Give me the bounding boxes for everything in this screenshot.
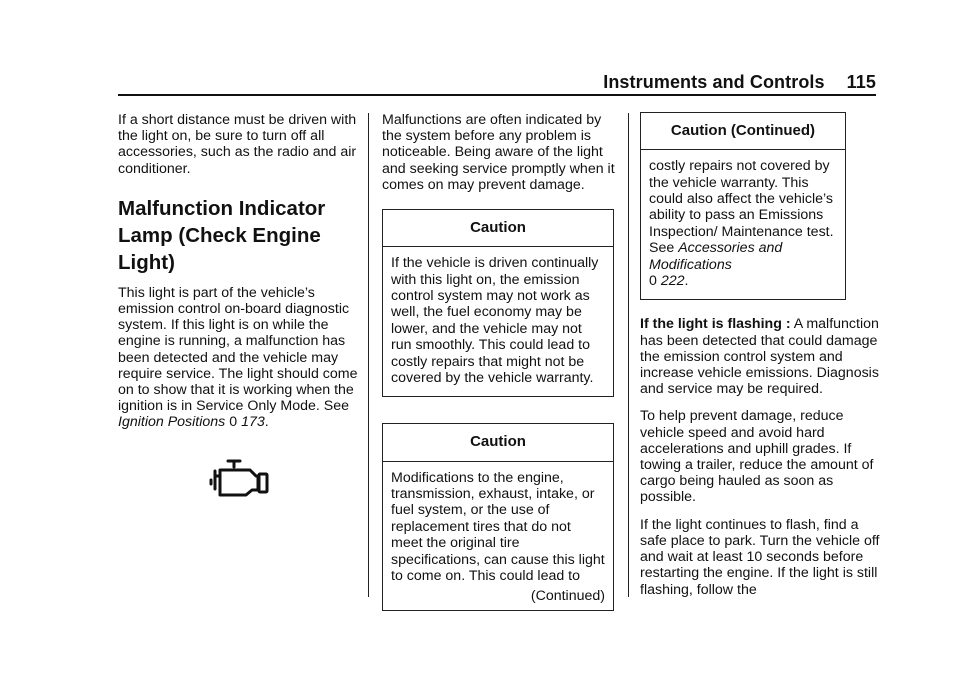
caution-text: [649, 158, 837, 289]
prevent-damage-paragraph: To help prevent damage, reduce vehicle speed and avoid hard accelerations and uphill grades. If towing a trailer, reduce the amount of cargo being hauled as soon as possible.: [640, 408, 874, 506]
ref-period: .: [684, 273, 689, 290]
caution-box-2: [382, 423, 614, 610]
intro-paragraph: If a short distance must be driven with the light on, be sure to turn off all accessories, such as the radio and air conditioner.: [118, 112, 357, 177]
caution-title: Caution: [383, 424, 613, 461]
column-3: [640, 112, 880, 609]
page-ref-173[interactable]: 173: [241, 414, 265, 431]
running-header: [603, 72, 876, 93]
column-divider-2: [628, 113, 629, 597]
flashing-body: A malfunction has been detected that could damage the emission control system and increase vehicle emissions. Diagnosis and service may be required.: [640, 316, 879, 398]
heading-line-2: Lamp (Check Engine: [118, 223, 321, 247]
caution-title: Caution (Continued): [641, 113, 845, 150]
page-ref-arrow: 0: [229, 414, 238, 431]
mil-description: [118, 285, 358, 431]
ref-period: .: [264, 414, 269, 431]
section-heading: [118, 195, 358, 276]
caution-body: [383, 247, 613, 396]
mil-body-text: This light is part of the vehicle’s emission control on-board diagnostic system. If this light is on while the engine is running, a malfunction has been detected and the vehicle may require service. The light should come on to show that it is working when the ignition is in Service Only Mode. See: [118, 284, 358, 415]
page-ref-arrow: 0: [649, 273, 657, 290]
caution-title: Caution: [383, 210, 613, 247]
flashing-paragraph: [640, 316, 880, 397]
column-divider-1: [368, 113, 369, 597]
caution-body: [641, 150, 845, 299]
caution-text: Modifications to the engine, transmission, exhaust, intake, or fuel system, or the use of replacement tires that do not meet the original tire specifications, can cause this light to come on. This could lead to: [391, 469, 605, 585]
column-1: [118, 112, 358, 442]
caution-body-text: costly repairs not covered by the vehicle warranty. This could also affect the vehicle’s ability to pass an Emissions Inspection/ Maintenance test. See: [649, 158, 834, 257]
heading-line-1: Malfunction Indicator: [118, 196, 326, 220]
ignition-positions-link[interactable]: Ignition Positions: [118, 414, 226, 431]
caution-body: [383, 462, 613, 610]
caution-box-continued: [640, 112, 846, 300]
header-rule: [118, 94, 876, 96]
page-ref-222[interactable]: 222: [660, 273, 685, 290]
column-2: [382, 112, 618, 611]
page-number: 115: [846, 72, 876, 92]
caution-text: If the vehicle is driven continually with this light on, the emission control system may not work as well, the fuel economy may be lower, and the vehicle may not run smoothly. This could lead to costly repairs that might not be covered by the vehicle warranty.: [391, 255, 599, 387]
continued-label: (Continued): [530, 587, 605, 604]
continues-flash-paragraph: If the light continues to flash, find a safe place to park. Turn the vehicle off and wait at least 10 seconds before restarting the engine. If the light is still flashing, follow the: [640, 516, 880, 598]
malfunction-intro: Malfunctions are often indicated by the system before any problem is noticeable. Being aware of the light and seeking service promptly when it comes on may prevent damage.: [382, 112, 615, 193]
heading-line-3: Light): [118, 250, 175, 274]
section-title: Instruments and Controls: [603, 72, 825, 92]
accessories-modifications-link[interactable]: Accessories and Modifications: [649, 240, 783, 273]
flashing-label: If the light is flashing :: [640, 316, 791, 333]
check-engine-icon: [206, 458, 270, 498]
caution-box-1: [382, 209, 614, 397]
